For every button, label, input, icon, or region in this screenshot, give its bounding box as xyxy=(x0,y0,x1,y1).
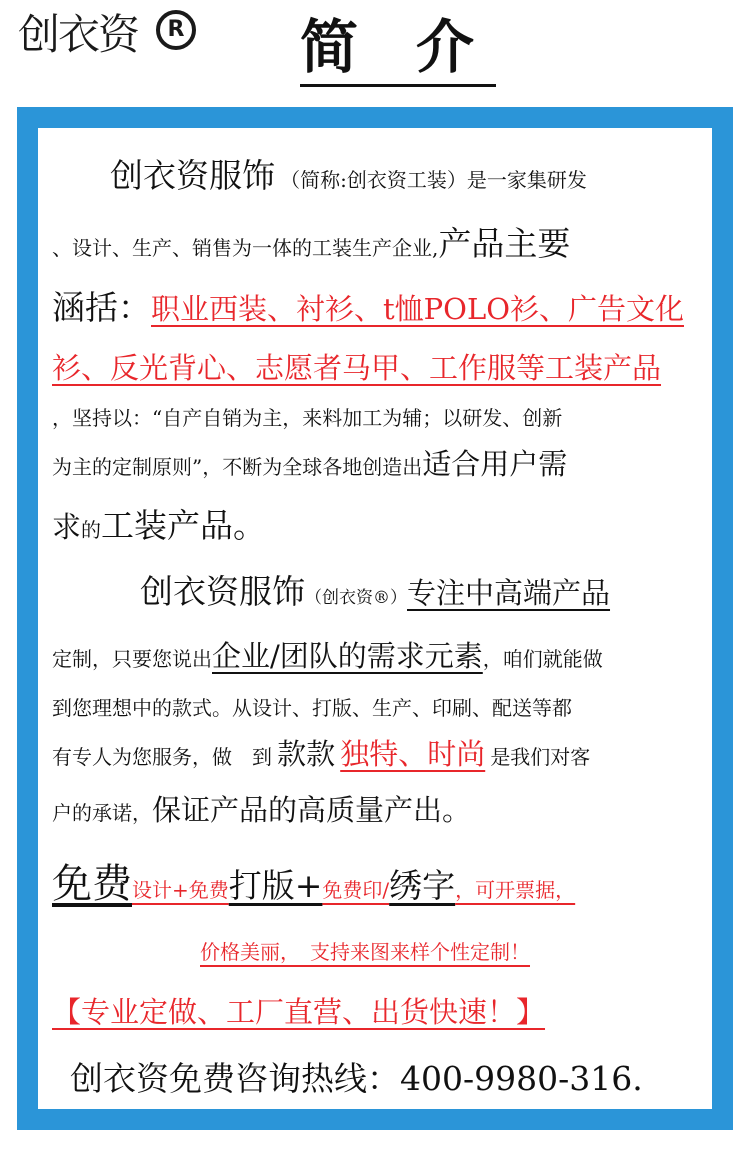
para1-line3 xyxy=(52,282,684,329)
para1-line4 xyxy=(52,346,661,387)
para1-line5 xyxy=(52,402,562,431)
hotline xyxy=(70,1053,643,1100)
para2-emph: 企业/团队的需求元素 xyxy=(212,639,483,673)
para2-line2 xyxy=(52,634,603,675)
para1-emph: 产品主要 xyxy=(438,224,571,263)
promo-text: ，可开票据， xyxy=(455,878,576,902)
para2-text: 到您理想中的款式。从设计、打版、生产、印刷、配送等都 xyxy=(52,696,572,720)
para1-text: 求 xyxy=(52,510,82,544)
unique-style: 独特、时尚 xyxy=(340,737,486,771)
para2-text: 是我们对客 xyxy=(490,745,591,769)
para2-text: 有专人为您服务，做 到 xyxy=(52,745,272,769)
promo-price: 价格美丽， 支持来图来样个性定制！ xyxy=(200,940,530,964)
para1-line1 xyxy=(110,150,587,197)
para1-line6 xyxy=(52,442,567,483)
para1-emph: 工装产品。 xyxy=(101,506,267,545)
para2-emph: 保证产品的高质量产出。 xyxy=(152,793,472,827)
product-list-cont: 衫、反光背心、志愿者马甲、工作服等工装产品 xyxy=(52,351,662,385)
hotline-label: 创衣资免费咨询热线： xyxy=(70,1059,400,1098)
focus-text: 专注中高端产品 xyxy=(407,576,611,610)
promo-slogan: 【专业定做、工厂直营、出货快速！】 xyxy=(52,995,546,1029)
para2-emph: 款款 xyxy=(277,737,336,771)
brand-logo-text: 创衣资 xyxy=(18,10,139,59)
hotline-number: 400-9980-316. xyxy=(400,1059,643,1098)
scope-label: 涵括： xyxy=(52,288,151,327)
brand-logo xyxy=(18,10,185,59)
company-name: 创衣资服饰 xyxy=(140,572,305,611)
promo-line3 xyxy=(52,990,545,1031)
company-alias: （简称:创衣资工装）是一家集研发 xyxy=(280,168,587,192)
para1-line7 xyxy=(52,500,266,547)
para1-text: ，坚持以：“自产自销为主，来料加工为辅；以研发、创新 xyxy=(52,406,563,430)
para1-emph: 适合用户需 xyxy=(422,447,568,481)
para2-line1 xyxy=(140,566,610,613)
page-title: 简介 xyxy=(300,10,496,87)
registered-mark-icon: R xyxy=(156,10,196,50)
company-name: 创衣资服饰 xyxy=(110,156,275,195)
para1-text: 为主的定制原则”，不断为全球各地创造出 xyxy=(52,455,423,479)
promo-text: 设计+免费 xyxy=(132,878,229,902)
para2-line4 xyxy=(52,732,590,773)
promo-line1 xyxy=(52,852,575,909)
company-alias: （创衣资®） xyxy=(305,588,407,608)
promo-emph: 绣字 xyxy=(389,866,456,905)
para2-text: ，咱们就能做 xyxy=(482,647,603,671)
para1-text: 、设计、生产、销售为一体的工装生产企业, xyxy=(52,236,439,260)
para1-line2 xyxy=(52,218,570,265)
para2-line3 xyxy=(52,692,572,721)
promo-free: 免费 xyxy=(52,861,132,907)
para1-text: 的 xyxy=(81,518,102,542)
promo-emph: 打版+ xyxy=(228,866,323,905)
para2-line5 xyxy=(52,788,471,829)
promo-line2 xyxy=(200,936,530,965)
para2-text: 定制，只要您说出 xyxy=(52,647,212,671)
promo-text: 免费印/ xyxy=(322,878,390,902)
para2-text: 户的承诺， xyxy=(52,801,152,825)
product-list: 职业西装、衬衫、t恤POLO衫、广告文化 xyxy=(151,292,684,326)
